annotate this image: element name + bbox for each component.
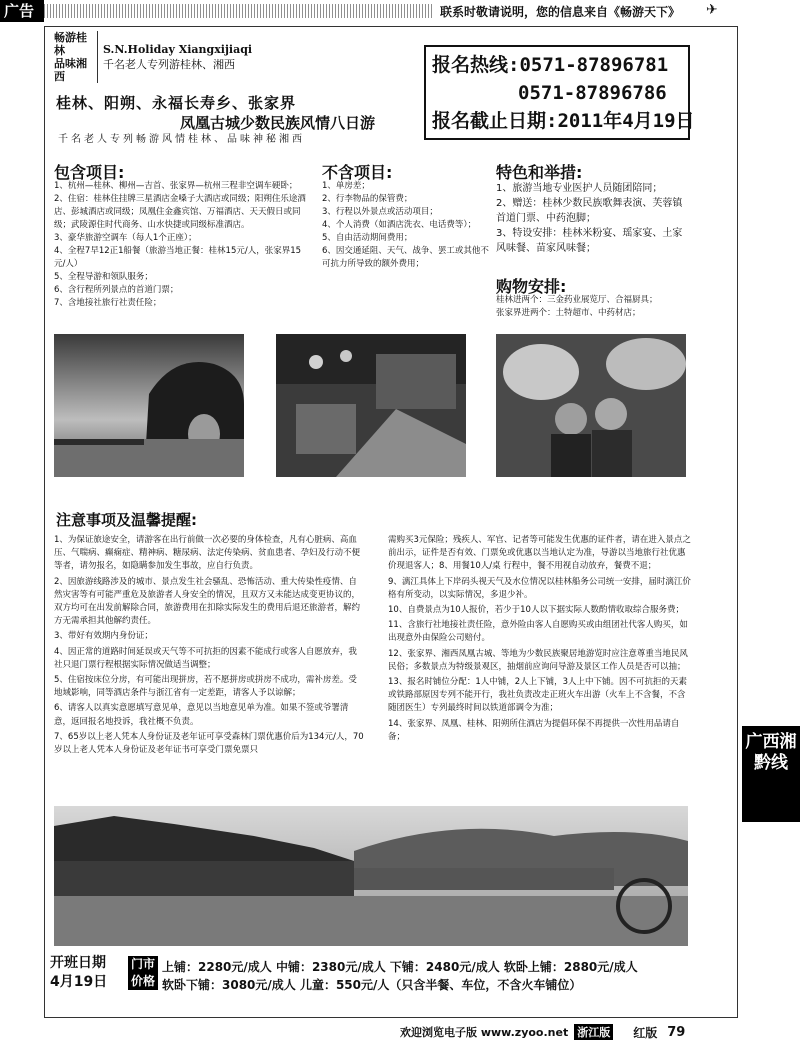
list-item: 6、含行程所列景点的首道门票； <box>54 285 179 295</box>
price-line-1: 上铺：2280元/成人 中铺：2380元/成人 下铺：2480元/成人 软卧上铺：2880元/成人 <box>162 960 638 974</box>
list-item: 5、住宿按床位分房，有可能出现拼房，若不愿拼房或拼房不成功，需补房差。受地域影响，同等酒店条件与浙江省有一定差距，请客人予以谅解； <box>54 675 357 699</box>
excluded-heading: 不含项目: <box>322 163 393 182</box>
list-item: 10、自费景点为10人报价，若少于10人以下据实际人数酌情收取综合服务费； <box>388 605 684 616</box>
list-item: 1、为保证旅途安全，请游客在出行前做一次必要的身体检查，凡有心脏病、高血压、气喘病、癫痫症、精神病、糖尿病、法定传染病、贫血患者、孕妇及行动不便等者，请勿报名，如隐瞒参加发生事故，应自行负责。 <box>54 535 361 572</box>
shopping-list <box>496 294 692 320</box>
photo-elephant-trunk-hill <box>54 334 244 477</box>
list-item: 7、65岁以上老人凭本人身份证及老年证可享受森林门票优惠价后为134元/人，70岁以上老人凭本人身份证及老年证书可享受门票免票只 <box>54 731 364 756</box>
list-item: 5、自由活动期间费用； <box>322 233 413 243</box>
list-item: 3、带好有效期内身份证； <box>54 631 153 642</box>
list-item: 5、全程导游和领队服务； <box>54 272 153 282</box>
list-item: 11、含旅行社地接社责任险，意外险由客人自愿购买或由组团社代客人购买，如出现意外由保险公司赔付。 <box>388 620 688 644</box>
list-item: 2、住宿：桂林住挂牌三星酒店金嗓子大酒店或同级；阳朔住乐途酒店、彭城酒店或同级；凤凰住金鑫宾馆、万福酒店、天天假日或同级；武陵源住时代商务、山水快捷或同级标准酒店。 <box>54 194 306 230</box>
footer-section: 红版 <box>633 1025 658 1040</box>
footer-welcome: 欢迎浏览电子版 www.zyoo.net <box>400 1026 569 1039</box>
list-item: 2、赠送：桂林少数民族歌舞表演、芙蓉镇首道门票、中药泡脚； <box>496 198 683 224</box>
notes-right-list <box>388 534 692 746</box>
depart-date: 4月19日 <box>50 974 108 990</box>
top-bar <box>0 0 800 22</box>
list-item: 6、请客人以真实意愿填写意见单，意见以当地意见单为准。如果不签或爷署清意，返回报名地投诉，我社概不负责。 <box>54 703 349 727</box>
list-item: 4、因正常的道路时间延误或天气等不可抗拒的因素不能成行或客人自愿放弃，我社只退门票行程根据实际情况做适当调整； <box>54 646 357 670</box>
list-item: 3、特设安排：桂林米粉宴、瑶家宴、土家风味餐、苗家风味餐； <box>496 228 683 254</box>
list-item: 张家界进两个：土特超市、中药材店； <box>496 308 641 318</box>
list-item: 13、报名时铺位分配：1人中铺，2人上下铺，3人上中下铺。因不可抗拒的天素或铁路部原因专列不能开行，我社负责改走正班火车出游（火车上不含餐，不含随团医生）专列最终时间以铁道部调令为准； <box>388 677 688 714</box>
photo-fenghuang-panorama <box>54 806 688 946</box>
list-item: 9、漓江具体上下岸码头视天气及水位情况以桂林船务公司统一安排，届时漓江价格有所变动，以实际情况，多退少补。 <box>388 576 691 600</box>
airplane-icon: ✈ <box>706 2 718 18</box>
list-item: 2、行李物品的保管费； <box>322 194 413 204</box>
header-stripe <box>44 4 434 18</box>
list-item: 2、因旅游线路涉及的城市、景点发生社会骚乱、恐怖活动、重大传染性疫情、自然灾害等有可能严重危及旅游者人身安全的情况，且双方又未能达成变更协议的，双方均可在出发前解除合同，旅游费用在扣除实际发生的费用后退还旅游者，解约方无需承担其他解约责任。 <box>54 576 361 627</box>
depart-label: 开班日期 <box>50 955 106 971</box>
list-item: 4、个人消费（如酒店洗衣、电话费等）； <box>322 220 477 230</box>
brand-cn-line1: 畅游桂林 <box>54 31 87 57</box>
included-heading: 包含项目: <box>54 163 125 182</box>
hotline-2: 0571-87896786 <box>518 82 667 104</box>
route-section-tab: 广西湘黔线 <box>742 726 800 822</box>
list-item: 4、全程7早12正1船餐（旅游当地正餐：桂林15元/人，张家界15元/人） <box>54 246 302 269</box>
brand-logo <box>54 31 253 83</box>
list-item: 6、因交通延阻、天气、战争、罢工或其他不可抗力所导致的额外费用； <box>322 246 489 269</box>
tour-tagline: 千名老人专列畅游风情桂林、品味神秘湘西 <box>58 134 305 145</box>
brand-subtitle: 千名老人专列游桂林、湘西 <box>103 57 235 71</box>
photo-west-street <box>276 334 466 477</box>
list-item: 3、豪华旅游空调车（每人1个正座）； <box>54 233 197 243</box>
list-item: 14、张家界、凤凰、桂林、阳朔所住酒店为提倡环保不再提供一次性用品请自备； <box>388 718 680 742</box>
page-number: 79 <box>667 1024 686 1040</box>
list-item: 12、张家界、湘西凤凰古城、等地为少数民族聚居地游览时应注意尊重当地民风民俗；多数景点为特级景观区，抽烟前应询问导游及景区工作人员是否可以抽； <box>388 648 688 672</box>
features-heading: 特色和举措: <box>496 163 583 182</box>
brand-text <box>98 43 252 72</box>
page-footer <box>400 1024 685 1040</box>
ad-label: 广告 <box>0 0 44 22</box>
tour-route-title: 桂林、阳朔、永福长寿乡、张家界 <box>56 94 297 112</box>
header-slogan: 联系时敬请说明，您的信息来自《畅游天下》 <box>440 5 681 19</box>
list-item: 桂林进两个：三金药业展览厅、合福厨具； <box>496 295 658 305</box>
departure-info <box>50 954 107 992</box>
hotline-1: 报名热线:0571-87896781 <box>432 54 669 76</box>
price-tag-line1: 门市 <box>130 957 155 971</box>
included-list <box>54 180 310 310</box>
excluded-list <box>322 180 492 271</box>
brand-en-name: S.N.Holiday Xiangxijiaqi <box>103 42 253 56</box>
list-item: 1、杭州—桂林、柳州—吉首、张家界—杭州三程非空调车硬卧； <box>54 181 298 191</box>
list-item: 3、行程以外景点或活动项目； <box>322 207 438 217</box>
tour-name-title: 凤凰古城少数民族风情八日游 <box>180 114 376 132</box>
shopping-heading: 购物安排: <box>496 277 567 296</box>
list-item: 1、单房差； <box>322 181 370 191</box>
brand-cn <box>54 31 98 83</box>
notes-left-list <box>54 534 364 759</box>
price-tag-line2: 价格 <box>130 974 155 988</box>
brand-cn-line2: 品味湘西 <box>54 57 87 83</box>
deadline: 报名截止日期:2011年4月19日 <box>432 110 695 132</box>
hotline-box <box>424 45 695 140</box>
notes-heading: 注意事项及温馨提醒: <box>56 511 197 529</box>
footer-edition: 浙江版 <box>574 1024 613 1040</box>
list-item: 7、含地接社旅行社责任险； <box>54 298 162 308</box>
price-line-2: 软卧下铺：3080元/成人 儿童：550元/人（只含半餐、车位，不含火车铺位） <box>162 978 582 992</box>
price-tag <box>128 956 158 990</box>
list-item: 需购买3元保险；残疾人、军官、记者等可能发生优惠的证件者，请在进入景点之前出示，证件是否有效、门票免或优惠以当地认定为准，导游以当地旅行社优惠价现退客人；8、用餐10人/桌 行程中，餐不用视自动放弃，餐费不退； <box>388 535 691 572</box>
list-item: 1、旅游当地专业医护人员随团陪同； <box>496 183 663 194</box>
photo-minority-girls <box>496 334 686 477</box>
features-list <box>496 181 692 256</box>
